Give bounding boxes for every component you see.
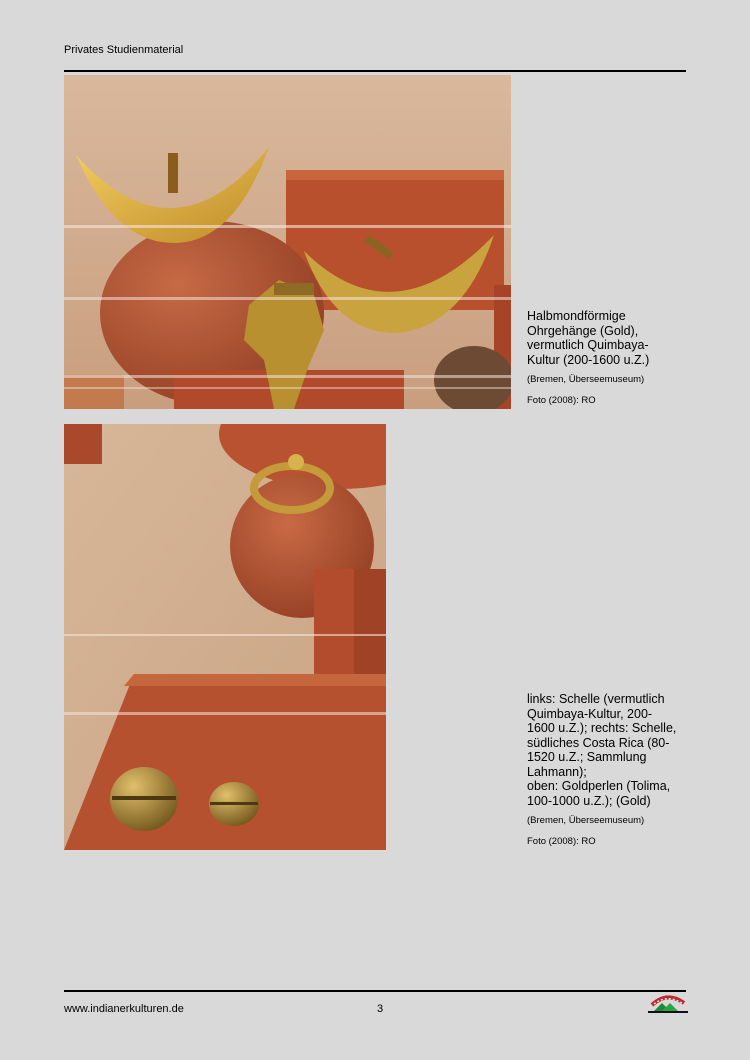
caption-location: (Bremen, Überseemuseum) [527,815,645,826]
caption-line: 100-1000 u.Z.); (Gold) [527,793,651,808]
caption-line: Quimbaya-Kultur, 200- [527,706,653,721]
photo-crescent-earrings [64,75,511,409]
photo-bells-beads [64,424,386,850]
caption-line: oben: Goldperlen (Tolima, [527,779,671,793]
caption-bells-text [527,692,697,808]
caption-line: links: Schelle (vermutlich [527,692,665,706]
caption-credit: Foto (2008): RO [527,836,596,847]
caption-earrings [527,309,697,406]
header-title: Privates Studienmaterial [64,44,184,56]
caption-line: Halbmondförmige [527,309,626,323]
caption-line: 1520 u.Z.; Sammlung [527,750,647,764]
caption-line: 1600 u.Z.); rechts: Schelle, [527,721,677,735]
caption-location: (Bremen, Überseemuseum) [527,374,645,385]
header-rule [64,70,686,72]
footer-rule [64,990,686,992]
page-number: 3 [377,1003,384,1015]
caption-line: südliches Costa Rica (80- [527,735,670,750]
caption-line: Kultur (200-1600 u.Z.) [527,352,650,367]
indianerkulturen-logo-icon [644,993,690,1015]
caption-earrings-text [527,309,697,367]
caption-line: Lahmann); [527,764,587,779]
caption-line: vermutlich Quimbaya- [527,338,649,352]
caption-bells [527,692,697,847]
footer-url[interactable]: www.indianerkulturen.de [64,1003,184,1015]
caption-credit: Foto (2008): RO [527,395,596,406]
caption-line: Ohrgehänge (Gold), [527,323,639,338]
